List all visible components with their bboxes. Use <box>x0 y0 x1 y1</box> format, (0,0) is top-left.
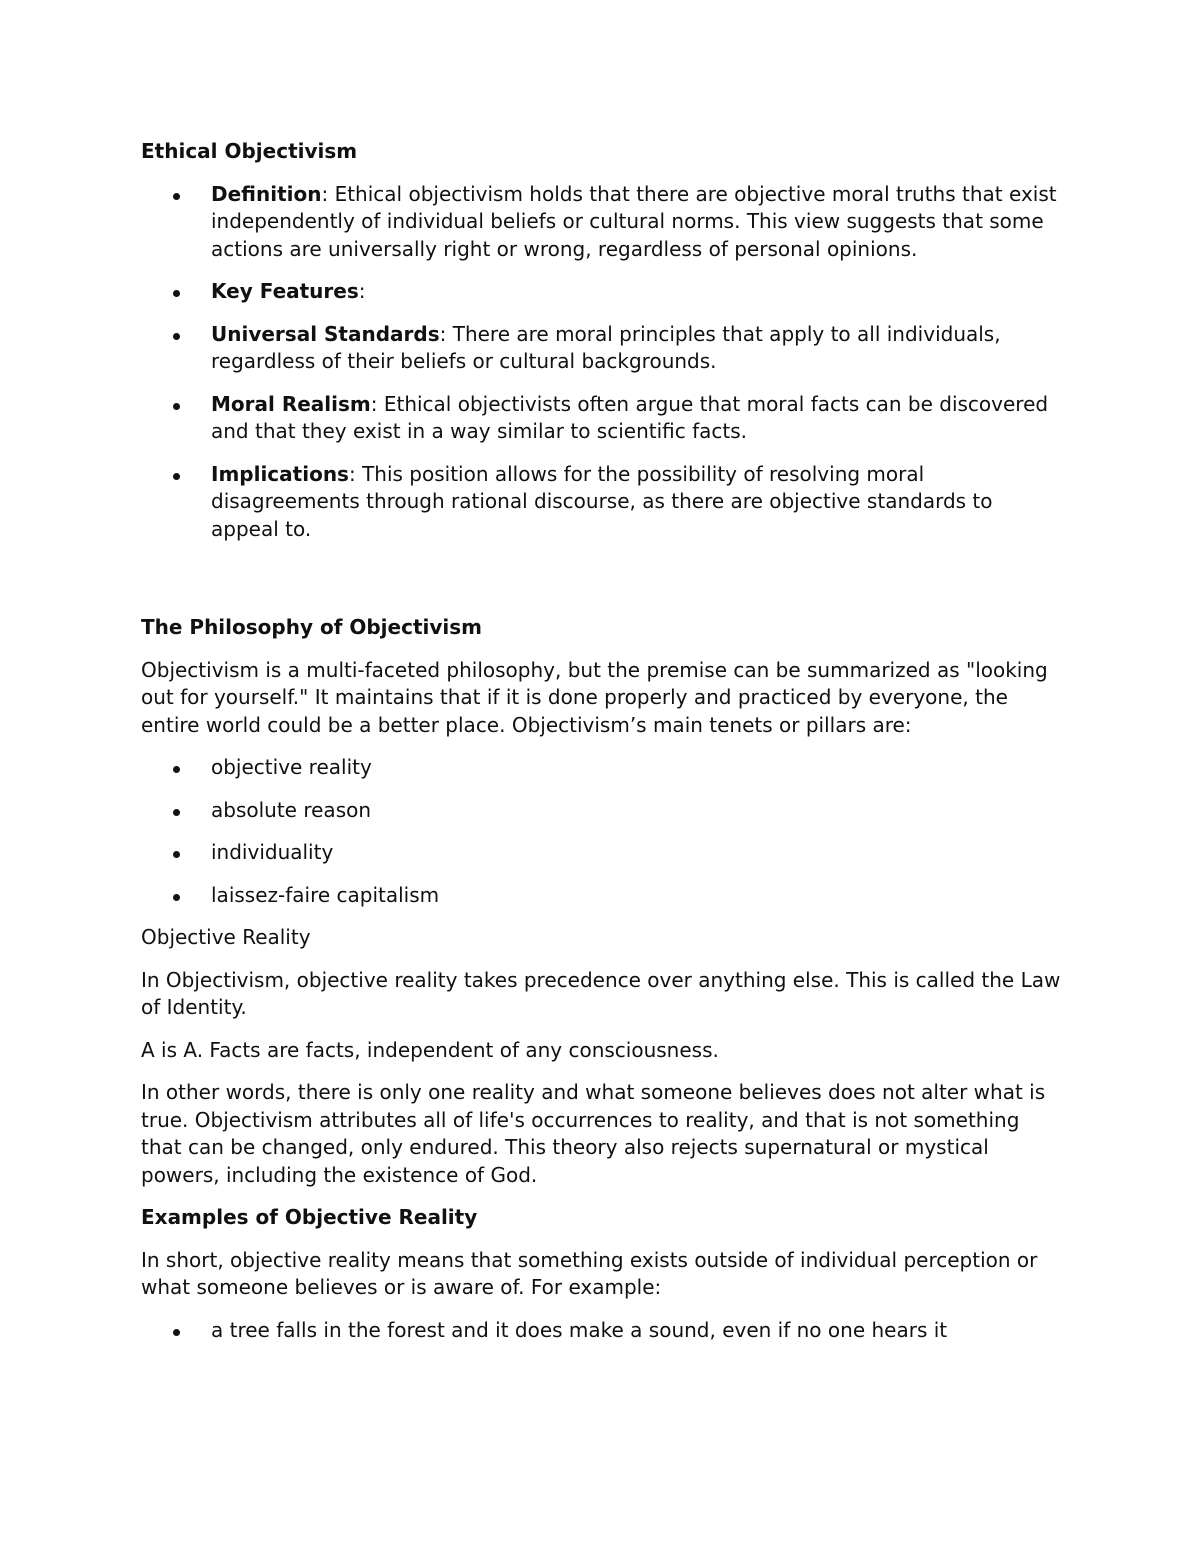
list-item-term: Definition <box>211 181 322 206</box>
list-item <box>141 391 1066 446</box>
list-item-text: : Ethical objectivism holds that there are objective moral truths that exist independently of individual beliefs or cultural norms. This view suggests that some actions are universally right or wrong, regardless of personal opinions. <box>211 181 1057 261</box>
bullet-icon <box>173 333 180 340</box>
list-item-text: : There are moral principles that apply to all individuals, regardless of their beliefs or cultural backgrounds. <box>211 321 1001 373</box>
list-item-text: : <box>358 279 366 303</box>
list-item <box>141 882 1066 910</box>
bullet-icon <box>173 766 180 773</box>
bullet-icon <box>173 403 180 410</box>
list-item-term: Key Features <box>211 279 359 303</box>
philosophy-intro: Objectivism is a multi-faceted philosophy, but the premise can be summarized as "looking out for yourself." It maintains that if it is done properly and practiced by everyone, the entire world could be a better place. Objectivism’s main tenets or pillars are: <box>141 657 1048 737</box>
list-item-text: laissez-faire capitalism <box>211 882 440 907</box>
list-item <box>141 797 1066 825</box>
bullet-icon <box>173 851 180 858</box>
list-item <box>141 278 1066 306</box>
section-heading-philosophy: The Philosophy of Objectivism <box>141 615 483 639</box>
list-item <box>141 754 1066 782</box>
subheading-objective-reality: Objective Reality <box>141 925 311 949</box>
list-item-text: individuality <box>211 840 334 864</box>
document-page <box>141 138 1066 1359</box>
bullet-icon <box>173 473 180 480</box>
list-item-text: : This position allows for the possibility of resolving moral disagreements through rational discourse, as there are objective standards to appeal to. <box>211 461 993 541</box>
section-heading-ethical-objectivism: Ethical Objectivism <box>141 139 358 163</box>
examples-intro: In short, objective reality means that something exists outside of individual perception or what someone believes or is aware of. For example: <box>141 1247 1038 1299</box>
ethical-objectivism-list <box>141 181 1066 544</box>
bullet-icon <box>173 894 180 901</box>
pillars-list <box>141 754 1066 909</box>
list-item <box>141 181 1066 264</box>
list-item-text: absolute reason <box>211 797 372 822</box>
bullet-icon <box>173 1329 180 1336</box>
bullet-icon <box>173 290 180 297</box>
list-item-text: objective reality <box>211 755 372 779</box>
section-spacer <box>141 558 1066 614</box>
examples-list <box>141 1317 1066 1345</box>
paragraph-one-reality: In other words, there is only one reality and what someone believes does not alter what is true. Objectivism attributes all of life's occurrences to reality, and that is not something that can be changed, only endured. This theory also rejects supernatural or mystical powers, including the existence of God. <box>141 1080 1046 1187</box>
list-item-term: Moral Realism <box>211 391 371 416</box>
list-item-text: a tree falls in the forest and it does make a sound, even if no one hears it <box>211 1317 948 1342</box>
list-item-term: Universal Standards <box>211 321 440 346</box>
paragraph-law-of-identity: In Objectivism, objective reality takes precedence over anything else. This is called the Law of Identity. <box>141 967 1061 1019</box>
list-item <box>141 461 1066 544</box>
list-item-text: : Ethical objectivists often argue that moral facts can be discovered and that they exist in a way similar to scientific facts. <box>211 391 1049 443</box>
bullet-icon <box>173 809 180 816</box>
list-item <box>141 839 1066 867</box>
paragraph-a-is-a: A is A. Facts are facts, independent of any consciousness. <box>141 1037 719 1062</box>
list-item <box>141 321 1066 376</box>
bullet-icon <box>173 193 180 200</box>
list-item <box>141 1317 1066 1345</box>
section-heading-examples: Examples of Objective Reality <box>141 1205 478 1229</box>
list-item-term: Implications <box>211 461 349 486</box>
